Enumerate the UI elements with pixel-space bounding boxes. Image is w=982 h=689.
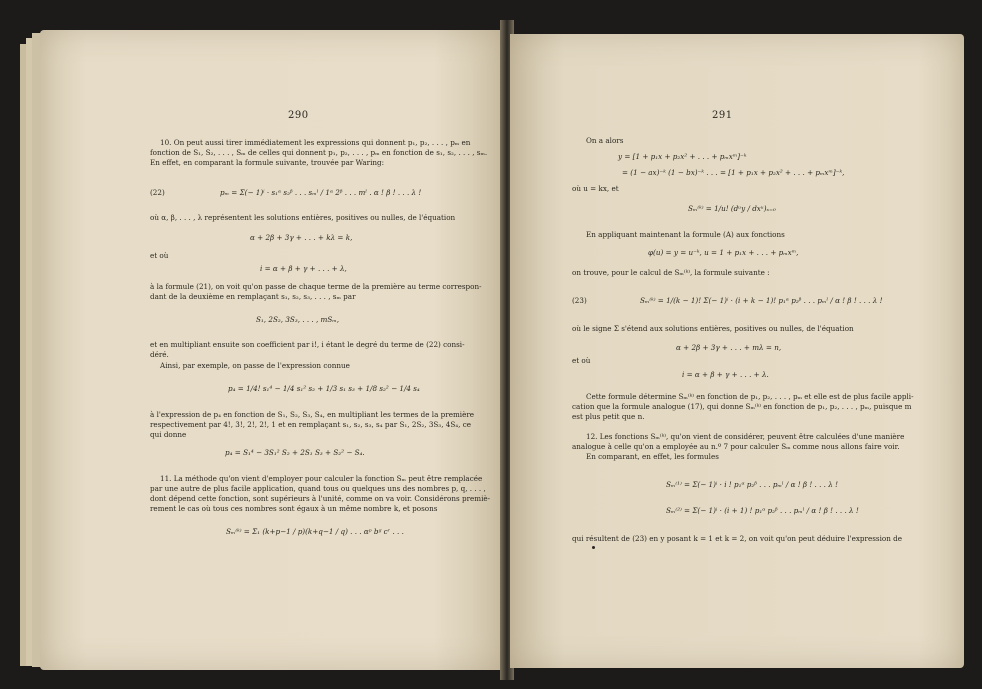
paragraph-11-line: rement le cas où tous ces nombres sont égaux à un même nombre k, et posons xyxy=(150,504,438,513)
text-line: En appliquant maintenant la formule (A) aux fonctions xyxy=(586,230,785,239)
text-line: et en multipliant ensuite son coefficient par i!, i étant le degré du terme de (22) consi- xyxy=(150,340,465,349)
equation: α + 2β + 3γ + . . . + mλ = n, xyxy=(676,343,782,352)
text-line: respectivement par 4!, 3!, 2!, 2!, 1 et en remplaçant s₁, s₂, s₃, s₄ par S₁, 2S₂, 3S₃, 4S₄, ce xyxy=(150,420,471,429)
text-line: où α, β, . . . , λ représentent les solutions entières, positives ou nulles, de l'équation xyxy=(150,213,456,222)
equation-22: pₘ = Σ(− 1)ⁱ · s₁ᵅ s₂ᵝ . . . sₘˡ / 1ᵅ 2ᵝ . . . mˡ . α ! β ! . . . λ ! xyxy=(220,188,422,197)
text-line: Ainsi, par exemple, on passe de l'expression connue xyxy=(160,361,350,370)
text-line: qui donne xyxy=(150,430,187,439)
paragraph-10-line: En effet, en comparant la formule suivante, trouvée par Waring: xyxy=(150,158,385,167)
text-line: à la formule (21), on voit qu'on passe de chaque terme de la première au terme correspon- xyxy=(150,282,482,291)
page-number: 291 xyxy=(712,110,733,121)
equation: i = α + β + γ + . . . + λ, xyxy=(260,264,347,273)
text-line: où le signe Σ s'étend aux solutions entières, positives ou nulles, de l'équation xyxy=(572,324,854,333)
left-page xyxy=(40,30,504,670)
equation: = (1 − ax)⁻ᵏ (1 − bx)⁻ᵏ . . . = [1 + p₁x + p₂x² + . . . + pₘxᵐ]⁻ᵏ, xyxy=(622,168,845,177)
paragraph-11-line: dont dépend cette fonction, sont supérieurs à l'unité, comme on va voir. Considérons premiè- xyxy=(150,494,491,503)
text-line: est plus petit que n. xyxy=(572,412,645,421)
text-line: Cette formule détermine Sₘ⁽ᵏ⁾ en fonction de p₁, p₂, . . . , pₘ et elle est de plus facile appli- xyxy=(586,392,914,401)
paragraph-12-line: En comparant, en effet, les formules xyxy=(586,452,719,461)
paragraph-12-line: analogue à celle qu'on a employée au n.º 7 pour calculer Sₘ comme nous allons faire voir. xyxy=(572,442,900,451)
text-line: et où xyxy=(572,356,591,365)
text-line: et où xyxy=(150,251,169,260)
equation: α + 2β + 3γ + . . . + kλ = k, xyxy=(250,233,353,242)
equation: S₁, 2S₂, 3S₃, . . . , mSₘ, xyxy=(256,315,339,324)
text-line: dant de la deuxième en remplaçant s₁, s₂, s₃, . . . , sₘ par xyxy=(150,292,356,301)
equation: Sₘ⁽ᵏ⁾ = 1/u! (dᵘy / dxᵘ)ₓ₌₀ xyxy=(688,204,776,213)
paragraph-11-line: 11. La méthode qu'on vient d'employer pour calculer la fonction Sₘ peut être remplacée xyxy=(160,474,483,483)
paragraph-10-line: fonction de S₁, S₂, . . . , Sₘ de celles qui donnent p₁, p₂, . . . , pₘ en fonction de s₁, s₂, . . . , sₘ. xyxy=(150,148,488,157)
equation-23: Sₘ⁽ᵏ⁾ = 1/(k − 1)! Σ(− 1)ⁱ · (i + k − 1)! p₁ᵅ p₂ᵝ . . . pₘˡ / α ! β ! . . . λ ! xyxy=(640,296,883,305)
paragraph-12-line: 12. Les fonctions Sₘ⁽ᵏ⁾, qu'on vient de considérer, peuvent être calculées d'une manière xyxy=(586,432,905,441)
equation: φ(u) = y = u⁻ᵏ, u = 1 + p₁x + . . . + pₘxᵐ, xyxy=(648,248,799,257)
text-line: on trouve, pour le calcul de Sₘ⁽ᵏ⁾, la formule suivante : xyxy=(572,268,770,277)
right-page xyxy=(510,34,964,668)
text-line: On a alors xyxy=(586,136,624,145)
text-line: à l'expression de p₄ en fonction de S₁, S₂, S₃, S₄, en multipliant les termes de la première xyxy=(150,410,475,419)
page-number: 290 xyxy=(288,110,309,121)
equation: i = α + β + γ + . . . + λ. xyxy=(682,370,769,379)
text-line: déré. xyxy=(150,350,169,359)
text-line: où u = kx, et xyxy=(572,184,619,193)
equation: p₄ = 1/4! s₁⁴ − 1/4 s₁² s₂ + 1/3 s₁ s₃ + 1/8 s₂² − 1/4 s₄ xyxy=(228,384,420,393)
paragraph-10-line: 10. On peut aussi tirer immédiatement les expressions qui donnent p₁, p₂, . . . , pₘ en xyxy=(160,138,471,147)
text-line: qui résultent de (23) en y posant k = 1 et k = 2, on voit qu'on peut déduire l'expression de xyxy=(572,534,902,543)
paragraph-11-line: par une autre de plus facile application, quand tous ou quelques uns des nombres p, q, . . . , xyxy=(150,484,486,493)
equation: y = [1 + p₁x + p₂x² + . . . + pₘxᵐ]⁻ᵏ xyxy=(618,152,747,161)
equation: Sₘ⁽²⁾ = Σ(− 1)ⁱ · (i + 1) ! p₁ᵅ p₂ᵝ . . . pₘˡ / α ! β ! . . . λ ! xyxy=(666,506,859,515)
equation-number: (22) xyxy=(150,188,165,197)
equation: p₄ = S₁⁴ − 3S₁² S₂ + 2S₁ S₃ + S₂² − S₄. xyxy=(225,448,365,457)
ink-dot xyxy=(592,546,595,549)
equation-number: (23) xyxy=(572,296,587,305)
equation: Sₘ⁽ᵏ⁾ = Σ₁ (k+p−1 / p)(k+q−1 / q) . . . αᵖ bᵍ cʳ . . . xyxy=(226,527,404,536)
equation: Sₘ⁽¹⁾ = Σ(− 1)ⁱ · i ! p₁ᵅ p₂ᵝ . . . pₘˡ / α ! β ! . . . λ ! xyxy=(666,480,838,489)
text-line: cation que la formule analogue (17), qui donne Sₘ⁽ᵏ⁾ en fonction de p₁, p₂, . . . , pₘ, puisque m xyxy=(572,402,912,411)
